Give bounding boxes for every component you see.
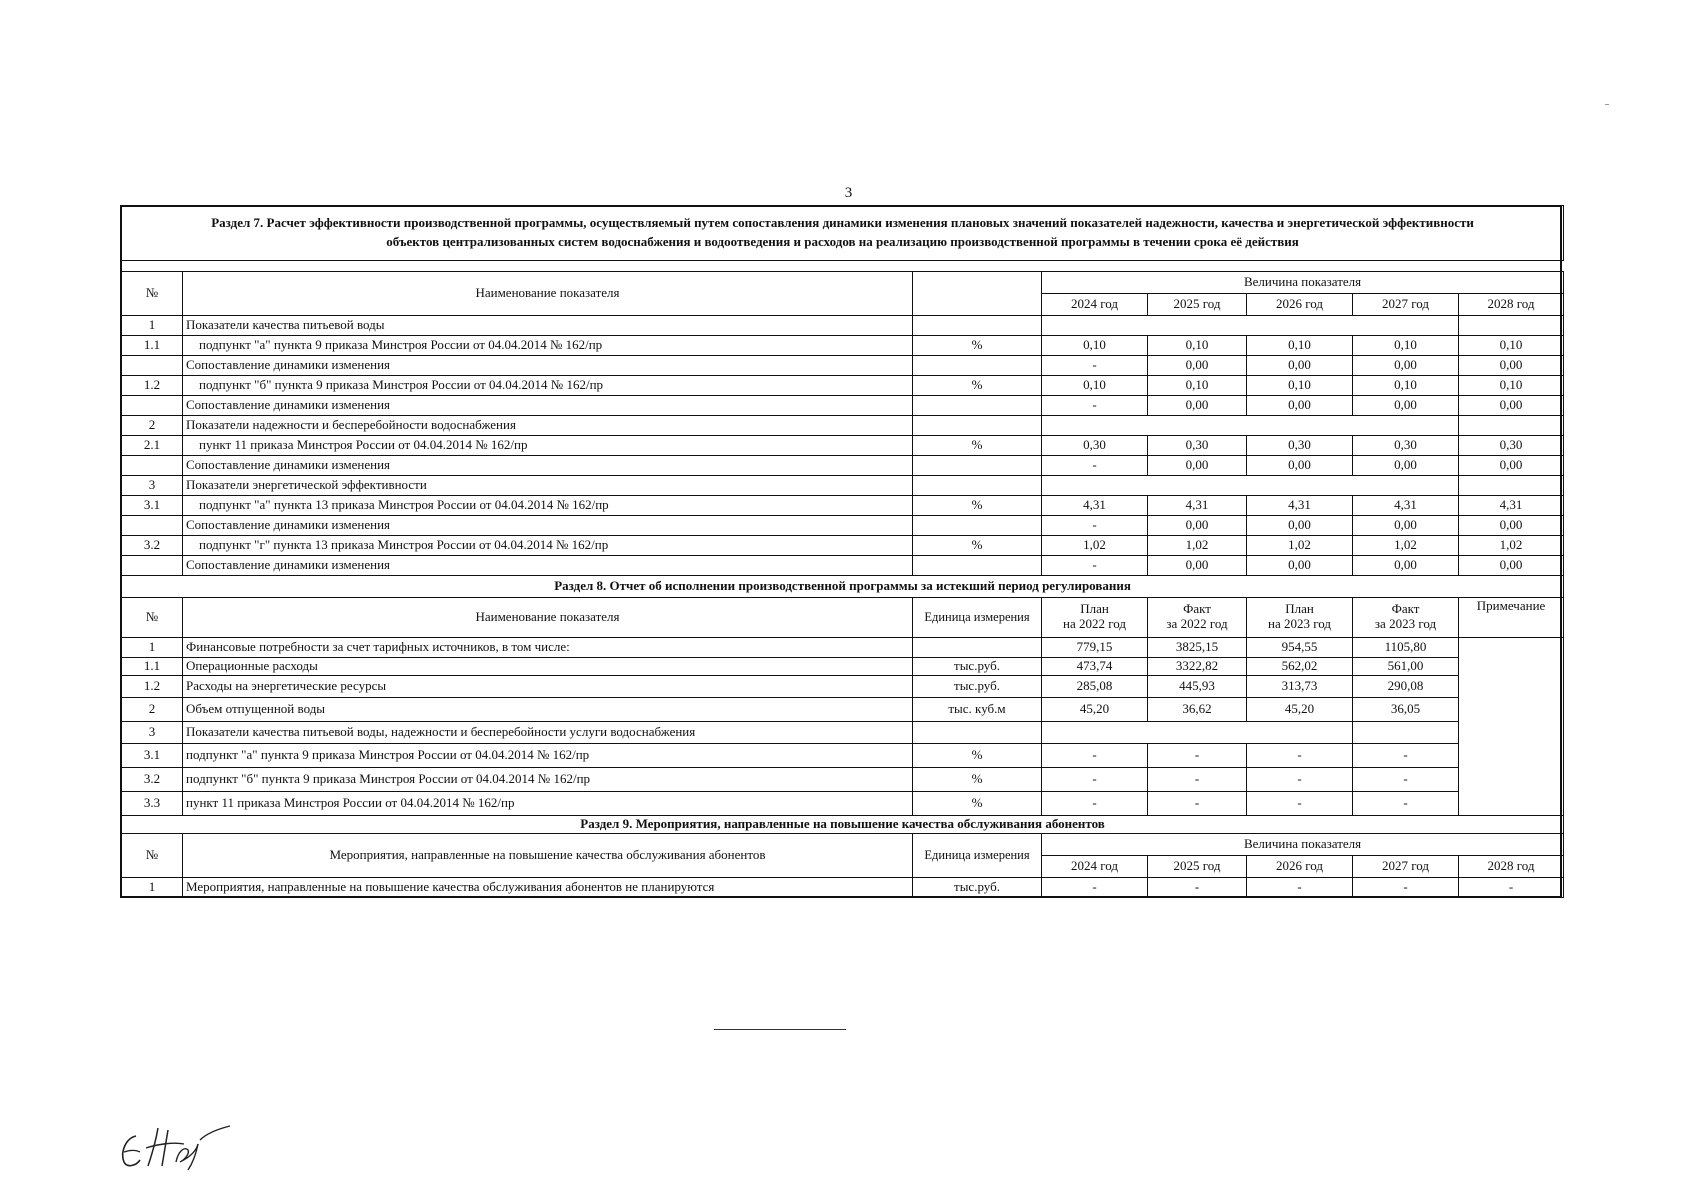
- section7-row: [122, 415, 1564, 435]
- row-value: -: [1042, 355, 1148, 375]
- row-value: 473,74: [1042, 657, 1148, 675]
- section8-row: [122, 657, 1564, 675]
- row-value: -: [1148, 743, 1247, 767]
- section9-header-name: Мероприятия, направленные на повышение качества обслуживания абонентов: [183, 833, 913, 877]
- section8-row: [122, 721, 1564, 743]
- row-num: 1: [122, 637, 183, 657]
- row-unit: [913, 415, 1042, 435]
- row-value: 0,00: [1353, 515, 1459, 535]
- row-num: 1.1: [122, 657, 183, 675]
- row-value: -: [1353, 767, 1459, 791]
- section7-row: [122, 475, 1564, 495]
- row-num: 1.2: [122, 375, 183, 395]
- row-value: -: [1148, 791, 1247, 815]
- row-value-empty: [1459, 475, 1564, 495]
- row-value: 779,15: [1042, 637, 1148, 657]
- row-value: 1,02: [1148, 535, 1247, 555]
- section8-header-col-line2: за 2023 год: [1374, 616, 1437, 632]
- row-value-empty: [1353, 721, 1459, 743]
- row-value: 36,05: [1353, 697, 1459, 721]
- row-value: 0,00: [1247, 555, 1353, 575]
- section8-header-col-line1: Факт: [1391, 601, 1420, 617]
- section7-header-year: 2027 год: [1353, 293, 1459, 315]
- row-unit: [913, 555, 1042, 575]
- row-value: 0,00: [1247, 455, 1353, 475]
- row-value-empty: [1459, 315, 1564, 335]
- row-value: 0,00: [1148, 515, 1247, 535]
- row-value: 0,00: [1353, 455, 1459, 475]
- section7-header-year: 2026 год: [1247, 293, 1353, 315]
- row-name: подпункт "а" пункта 9 приказа Минстроя России от 04.04.2014 № 162/пр: [183, 335, 913, 355]
- row-unit: [913, 455, 1042, 475]
- section8-row: [122, 791, 1564, 815]
- row-unit: [913, 395, 1042, 415]
- section8-header-col: [1042, 597, 1148, 637]
- row-unit: [913, 315, 1042, 335]
- section7-row: [122, 495, 1564, 515]
- row-unit: тыс.руб.: [913, 675, 1042, 697]
- handwritten-signature: [118, 1122, 236, 1172]
- row-unit: тыс. куб.м: [913, 697, 1042, 721]
- row-value: 0,30: [1148, 435, 1247, 455]
- row-value: 0,00: [1148, 555, 1247, 575]
- row-value: 0,00: [1247, 515, 1353, 535]
- document-table-body: [122, 206, 1564, 898]
- row-name: Сопоставление динамики изменения: [183, 395, 913, 415]
- row-num: 3: [122, 475, 183, 495]
- row-empty: [1042, 721, 1353, 743]
- row-value: 0,10: [1247, 335, 1353, 355]
- row-value: 0,00: [1148, 355, 1247, 375]
- row-num: 3.1: [122, 495, 183, 515]
- row-unit: %: [913, 495, 1042, 515]
- row-value: 0,30: [1042, 435, 1148, 455]
- section9-title: Раздел 9. Мероприятия, направленные на повышение качества обслуживания абонентов: [122, 815, 1564, 833]
- section7-header-year: 2024 год: [1042, 293, 1148, 315]
- row-value: -: [1353, 743, 1459, 767]
- row-value: 3825,15: [1148, 637, 1247, 657]
- row-value: 290,08: [1353, 675, 1459, 697]
- row-name: подпункт "б" пункта 9 приказа Минстроя России от 04.04.2014 № 162/пр: [183, 375, 913, 395]
- row-empty: [1042, 315, 1459, 335]
- row-value: 0,00: [1459, 455, 1564, 475]
- row-value: 4,31: [1353, 495, 1459, 515]
- section9-header-num: №: [122, 833, 183, 877]
- row-num: [122, 515, 183, 535]
- row-num: 3.2: [122, 767, 183, 791]
- section7-row: [122, 335, 1564, 355]
- row-value: 0,10: [1247, 375, 1353, 395]
- row-value: -: [1148, 877, 1247, 897]
- row-empty: [1042, 415, 1459, 435]
- section7-header-year: 2028 год: [1459, 293, 1564, 315]
- row-value: 0,10: [1353, 335, 1459, 355]
- row-value: 1,02: [1042, 535, 1148, 555]
- row-value: 0,00: [1148, 395, 1247, 415]
- row-unit: [913, 637, 1042, 657]
- row-unit: тыс.руб.: [913, 877, 1042, 897]
- row-name: Операционные расходы: [183, 657, 913, 675]
- row-value: -: [1247, 767, 1353, 791]
- row-value: 4,31: [1247, 495, 1353, 515]
- row-value: 1,02: [1353, 535, 1459, 555]
- row-value: 0,10: [1042, 335, 1148, 355]
- section8-header-name: Наименование показателя: [183, 597, 913, 637]
- row-name: Сопоставление динамики изменения: [183, 515, 913, 535]
- section8-header-row: [122, 597, 1564, 637]
- section7-row: [122, 355, 1564, 375]
- row-num: 3.2: [122, 535, 183, 555]
- section9-header-year: 2028 год: [1459, 855, 1564, 877]
- section8-header-col-line2: на 2022 год: [1063, 616, 1126, 632]
- row-value: 0,00: [1247, 395, 1353, 415]
- row-value: -: [1042, 555, 1148, 575]
- row-value: -: [1042, 791, 1148, 815]
- section9-title-row: [122, 815, 1564, 833]
- row-value-empty: [1459, 415, 1564, 435]
- section8-header-col-line2: на 2023 год: [1268, 616, 1331, 632]
- row-value: 0,00: [1459, 355, 1564, 375]
- section8-header-col: [1148, 597, 1247, 637]
- section7-title-row: [122, 206, 1564, 261]
- row-value: 0,00: [1353, 355, 1459, 375]
- row-value: -: [1042, 877, 1148, 897]
- section8-row: [122, 697, 1564, 721]
- row-value: 0,10: [1148, 335, 1247, 355]
- row-value: 4,31: [1459, 495, 1564, 515]
- row-name: Показатели качества питьевой воды, надежности и бесперебойности услуги водоснабжения: [183, 721, 913, 743]
- row-value: 0,30: [1353, 435, 1459, 455]
- row-value: 0,10: [1353, 375, 1459, 395]
- row-name: Сопоставление динамики изменения: [183, 555, 913, 575]
- section7-row: [122, 535, 1564, 555]
- row-unit: %: [913, 375, 1042, 395]
- row-value: -: [1042, 743, 1148, 767]
- row-value: 45,20: [1247, 697, 1353, 721]
- row-unit: %: [913, 535, 1042, 555]
- row-num: 3.3: [122, 791, 183, 815]
- row-num: [122, 355, 183, 375]
- row-name: подпункт "г" пункта 13 приказа Минстроя России от 04.04.2014 № 162/пр: [183, 535, 913, 555]
- row-name: Объем отпущенной воды: [183, 697, 913, 721]
- section8-row: [122, 637, 1564, 657]
- section8-row: [122, 675, 1564, 697]
- section7-row: [122, 455, 1564, 475]
- row-name: Сопоставление динамики изменения: [183, 455, 913, 475]
- row-value: -: [1247, 791, 1353, 815]
- row-name: Показатели энергетической эффективности: [183, 475, 913, 495]
- section9-row: [122, 877, 1564, 897]
- row-empty: [1042, 475, 1459, 495]
- row-value: 36,62: [1148, 697, 1247, 721]
- row-unit: [913, 721, 1042, 743]
- row-name: подпункт "а" пункта 9 приказа Минстроя России от 04.04.2014 № 162/пр: [183, 743, 913, 767]
- section7-row: [122, 375, 1564, 395]
- section8-header-col-line1: План: [1285, 601, 1314, 617]
- row-value: -: [1042, 395, 1148, 415]
- section9-header-year: 2026 год: [1247, 855, 1353, 877]
- row-value: -: [1459, 877, 1564, 897]
- row-num: 1.1: [122, 335, 183, 355]
- section8-header-col-line1: План: [1080, 601, 1109, 617]
- row-unit: [913, 515, 1042, 535]
- section8-title: Раздел 8. Отчет об исполнении производственной программы за истекший период регулирования: [122, 575, 1564, 597]
- row-value: 3322,82: [1148, 657, 1247, 675]
- row-name: Сопоставление динамики изменения: [183, 355, 913, 375]
- section8-row: [122, 743, 1564, 767]
- row-value: 561,00: [1353, 657, 1459, 675]
- section7-header-row1: [122, 271, 1564, 293]
- row-name: пункт 11 приказа Минстроя России от 04.04.2014 № 162/пр: [183, 435, 913, 455]
- row-name: Финансовые потребности за счет тарифных источников, в том числе:: [183, 637, 913, 657]
- row-value: -: [1042, 515, 1148, 535]
- section7-row: [122, 515, 1564, 535]
- row-name: Показатели качества питьевой воды: [183, 315, 913, 335]
- row-value: 954,55: [1247, 637, 1353, 657]
- row-value: 0,00: [1148, 455, 1247, 475]
- row-value: 445,93: [1148, 675, 1247, 697]
- section8-row: [122, 767, 1564, 791]
- row-value: 0,30: [1459, 435, 1564, 455]
- row-unit: %: [913, 791, 1042, 815]
- row-value: 1,02: [1247, 535, 1353, 555]
- row-name: Мероприятия, направленные на повышение качества обслуживания абонентов не планируются: [183, 877, 913, 897]
- section8-note-cell: [1459, 637, 1564, 815]
- row-unit: %: [913, 767, 1042, 791]
- row-num: [122, 555, 183, 575]
- row-num: 2.1: [122, 435, 183, 455]
- section9-header-year: 2024 год: [1042, 855, 1148, 877]
- section9-header-unit: Единица измерения: [913, 833, 1042, 877]
- row-name: подпункт "б" пункта 9 приказа Минстроя России от 04.04.2014 № 162/пр: [183, 767, 913, 791]
- row-value: -: [1247, 877, 1353, 897]
- row-value: 1105,80: [1353, 637, 1459, 657]
- section7-row: [122, 315, 1564, 335]
- section8-header-col-line2: за 2022 год: [1166, 616, 1228, 632]
- row-unit: %: [913, 743, 1042, 767]
- row-value: -: [1042, 767, 1148, 791]
- section7-header-year: 2025 год: [1148, 293, 1247, 315]
- section7-header-num: №: [122, 271, 183, 315]
- closing-divider-line: [714, 1029, 846, 1030]
- section7-title: [122, 206, 1564, 261]
- row-value: 562,02: [1247, 657, 1353, 675]
- row-value: 0,30: [1247, 435, 1353, 455]
- row-value: 0,00: [1459, 395, 1564, 415]
- section8-header-col: [1247, 597, 1353, 637]
- row-value: 4,31: [1042, 495, 1148, 515]
- section9-header-year: 2025 год: [1148, 855, 1247, 877]
- row-value: 0,00: [1459, 555, 1564, 575]
- section8-header-col-line1: Факт: [1183, 601, 1211, 617]
- row-name: подпункт "а" пункта 13 приказа Минстроя России от 04.04.2014 № 162/пр: [183, 495, 913, 515]
- row-value: 0,10: [1148, 375, 1247, 395]
- row-name: пункт 11 приказа Минстроя России от 04.04.2014 № 162/пр: [183, 791, 913, 815]
- section7-spacer: [122, 260, 1564, 271]
- row-num: [122, 395, 183, 415]
- section8-header-unit: Единица измерения: [913, 597, 1042, 637]
- section8-header-col: [1353, 597, 1459, 637]
- section7-header-unit: [913, 271, 1042, 315]
- row-value: 0,00: [1353, 395, 1459, 415]
- section7-row: [122, 555, 1564, 575]
- row-value: 0,10: [1459, 335, 1564, 355]
- section7-row: [122, 395, 1564, 415]
- row-name: Показатели надежности и бесперебойности водоснабжения: [183, 415, 913, 435]
- section7-header-name: Наименование показателя: [183, 271, 913, 315]
- row-value: 45,20: [1042, 697, 1148, 721]
- row-value: -: [1247, 743, 1353, 767]
- page-number: 3: [844, 185, 853, 201]
- row-num: 3: [122, 721, 183, 743]
- row-unit: [913, 355, 1042, 375]
- row-unit: %: [913, 435, 1042, 455]
- row-value: 0,10: [1459, 375, 1564, 395]
- section7-title-line1: Раздел 7. Расчет эффективности производственной программы, осуществляемый путем сопоставления динамики изменения плановых значений показателей надежности, качества и энергетической эффективности: [211, 215, 1474, 230]
- row-value: -: [1042, 455, 1148, 475]
- scan-mark: [1605, 104, 1609, 105]
- section7-title-line2: объектов централизованных систем водоснабжения и водоотведения и расходов на реализацию производственной программы в течении срока её действия: [386, 233, 1299, 249]
- row-value: 313,73: [1247, 675, 1353, 697]
- row-value: 0,10: [1042, 375, 1148, 395]
- row-num: 3.1: [122, 743, 183, 767]
- section9-header-value-group: Величина показателя: [1042, 833, 1564, 855]
- row-unit: [913, 475, 1042, 495]
- row-num: [122, 455, 183, 475]
- row-value: 0,00: [1459, 515, 1564, 535]
- row-num: 1.2: [122, 675, 183, 697]
- row-value: -: [1353, 877, 1459, 897]
- row-value: -: [1353, 791, 1459, 815]
- row-num: 1: [122, 315, 183, 335]
- section7-row: [122, 435, 1564, 455]
- row-name: Расходы на энергетические ресурсы: [183, 675, 913, 697]
- row-value: 1,02: [1459, 535, 1564, 555]
- section8-title-row: [122, 575, 1564, 597]
- section8-header-note: Примечание: [1459, 597, 1564, 637]
- row-value: 0,00: [1353, 555, 1459, 575]
- row-num: 1: [122, 877, 183, 897]
- row-num: 2: [122, 415, 183, 435]
- row-value: 285,08: [1042, 675, 1148, 697]
- document-table: [121, 205, 1564, 898]
- row-value: 0,00: [1247, 355, 1353, 375]
- section8-header-num: №: [122, 597, 183, 637]
- row-value: -: [1148, 767, 1247, 791]
- section7-header-value-group: Величина показателя: [1042, 271, 1564, 293]
- row-unit: %: [913, 335, 1042, 355]
- row-num: 2: [122, 697, 183, 721]
- section9-header-row1: [122, 833, 1564, 855]
- row-value: 4,31: [1148, 495, 1247, 515]
- section9-header-year: 2027 год: [1353, 855, 1459, 877]
- row-unit: тыс.руб.: [913, 657, 1042, 675]
